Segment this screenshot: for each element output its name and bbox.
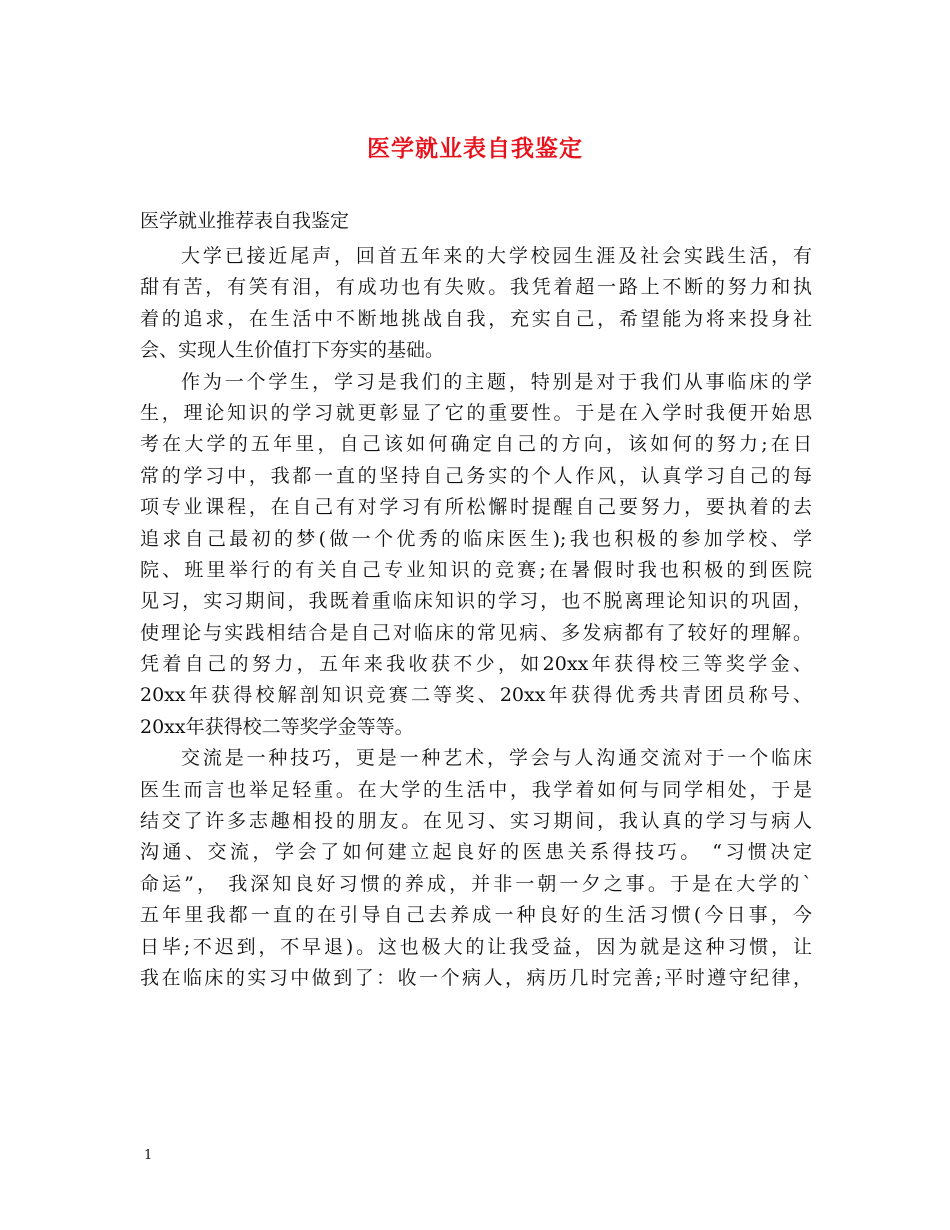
body-line: 凭着自己的努力，五年来我收获不少，如20xx年获得校三等奖学金、 xyxy=(140,653,812,676)
body-line: 五年里我都一直的在引导自己去养成一种良好的生活习惯(今日事，今 xyxy=(140,904,812,927)
body-line: 20xx年获得校二等奖学金等等。 xyxy=(140,715,414,738)
body-line: 医生而言也举足轻重。在大学的生活中，我学着如何与同学相处，于是 xyxy=(140,778,812,801)
body-line: 结交了许多志趣相投的朋友。在见习、实习期间，我认真的学习与病人 xyxy=(140,810,812,833)
body-line: 院、班里举行的有关自己专业知识的竞赛;在暑假时我也积极的到医院 xyxy=(140,558,812,581)
page-number: 1 xyxy=(144,1148,153,1163)
body-line: 考在大学的五年里，自己该如何确定自己的方向，该如何的努力;在日 xyxy=(140,433,812,456)
body-line: 甜有苦，有笑有泪，有成功也有失败。我凭着超一路上不断的努力和执 xyxy=(140,276,812,299)
body-line: 20xx年获得校解剖知识竞赛二等奖、20xx年获得优秀共青团员称号、 xyxy=(140,684,812,707)
body-line: 命运”， 我深知良好习惯的养成，并非一朝一夕之事。于是在大学的` xyxy=(140,872,812,895)
body-line: 追求自己最初的梦(做一个优秀的临床医生);我也积极的参加学校、学 xyxy=(140,527,812,550)
body-line: 生，理论知识的学习就更彰显了它的重要性。于是在入学时我便开始思 xyxy=(140,401,812,424)
body-line: 常的学习中，我都一直的坚持自己务实的个人作风，认真学习自己的每 xyxy=(140,464,812,487)
document-body xyxy=(140,241,812,994)
body-line: 我在临床的实习中做到了：收一个病人，病历几时完善;平时遵守纪律， xyxy=(140,966,812,989)
body-line: 见习，实习期间，我既着重临床知识的学习，也不脱离理论知识的巩固， xyxy=(140,590,812,613)
document-subtitle: 医学就业推荐表自我鉴定 xyxy=(140,210,350,232)
body-line: 着的追求，在生活中不断地挑战自我，充实自己，希望能为将来投身社 xyxy=(140,307,812,330)
body-line: 交流是一种技巧，更是一种艺术，学会与人沟通交流对于一个临床 xyxy=(181,747,812,770)
body-line: 日毕;不迟到，不早退)。这也极大的让我受益，因为就是这种习惯，让 xyxy=(140,935,812,958)
body-line: 沟通、交流，学会了如何建立起良好的医患关系得技巧。 “习惯决定 xyxy=(140,841,812,864)
body-line: 作为一个学生，学习是我们的主题，特别是对于我们从事临床的学 xyxy=(181,370,812,393)
body-line: 项专业课程，在自己有对学习有所松懈时提醒自己要努力，要执着的去 xyxy=(140,496,812,519)
body-line: 大学已接近尾声，回首五年来的大学校园生涯及社会实践生活，有 xyxy=(181,245,812,267)
body-line: 会、实现人生价值打下夯实的基础。 xyxy=(140,339,445,362)
body-line: 使理论与实践相结合是自己对临床的常见病、多发病都有了较好的理解。 xyxy=(140,621,812,644)
document-title: 医学就业表自我鉴定 xyxy=(367,135,583,162)
